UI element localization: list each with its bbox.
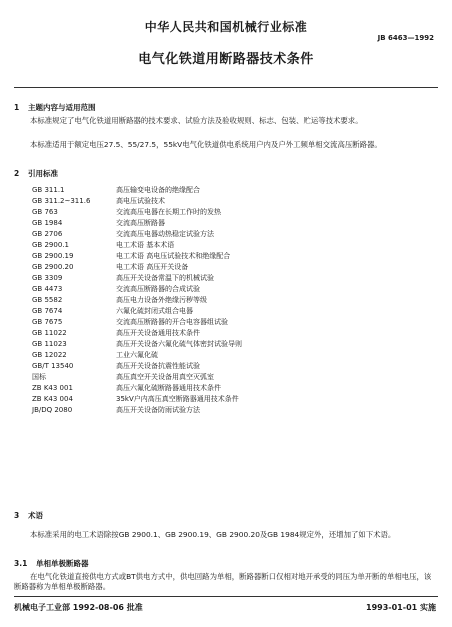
- reference-title: 交流高压断路器的开合电容器组试验: [116, 318, 228, 326]
- reference-code: ZB K43 001: [32, 384, 73, 392]
- reference-code: GB 7674: [32, 307, 63, 315]
- reference-title: 工业六氟化硫: [116, 351, 158, 359]
- reference-code: GB 311.2~311.6: [32, 197, 91, 205]
- reference-title: 高压输变电设备的绝缘配合: [116, 186, 200, 194]
- reference-row: [32, 317, 228, 327]
- section-1-paragraph-1: 本标准规定了电气化铁道用断路器的技术要求、试验方法及验收规则、标志、包装、贮运等技术要求。: [30, 116, 363, 125]
- section-number: 2: [14, 169, 20, 178]
- reference-row: [32, 372, 214, 382]
- reference-row: [32, 383, 221, 393]
- approval-info: 机械电子工业部 1992-08-06 批准: [14, 603, 143, 612]
- reference-code: GB 2706: [32, 230, 63, 238]
- reference-title: 高压开关设备六氟化硫气体密封试验导则: [116, 340, 242, 348]
- reference-row: [32, 229, 214, 239]
- reference-row: [32, 251, 230, 261]
- reference-row: [32, 328, 200, 338]
- reference-code: JB/DQ 2080: [32, 406, 73, 414]
- reference-title: 交流高压断路器的合成试验: [116, 285, 200, 293]
- section-title: 主题内容与适用范围: [28, 103, 96, 112]
- subsection-3-1-paragraph: 在电气化铁道直接供电方式或BT供电方式中，供电回路为单相，断路器断口仅相对地开承受的同压为单开断的单相电压，该断路器称为单相单极断路器。: [14, 572, 432, 591]
- section-1-heading: [14, 102, 96, 113]
- section-number: 1: [14, 103, 20, 112]
- reference-code: GB 4473: [32, 285, 63, 293]
- reference-row: [32, 185, 200, 195]
- reference-code: GB 12022: [32, 351, 67, 359]
- section-2-heading: [14, 168, 58, 179]
- reference-title: 高压开关设备抗震性能试验: [116, 362, 200, 370]
- reference-row: [32, 394, 239, 404]
- reference-title: 电工术语 高电压试验技术和绝缘配合: [116, 252, 231, 260]
- reference-code: GB 11022: [32, 329, 67, 337]
- reference-title: 高压真空开关设备用真空灭弧室: [116, 373, 214, 381]
- effective-date: 1993-01-01 实施: [366, 603, 436, 612]
- reference-code: GB 3309: [32, 274, 63, 282]
- reference-row: [32, 405, 200, 415]
- reference-title: 交流高压电器动热稳定试验方法: [116, 230, 214, 238]
- reference-code: GB 2900.19: [32, 252, 74, 260]
- reference-title: 高压电力设备外绝缘污秽等级: [116, 296, 207, 304]
- reference-row: [32, 218, 165, 228]
- reference-title: 35kV户内高压真空断路器通用技术条件: [116, 395, 239, 403]
- reference-code: 国标: [32, 373, 46, 381]
- reference-row: [32, 306, 193, 316]
- reference-code: GB 763: [32, 208, 58, 216]
- reference-code: GB/T 13540: [32, 362, 74, 370]
- standard-category-title: 中华人民共和国机械行业标准: [144, 20, 308, 34]
- section-number: 3: [14, 511, 20, 520]
- footer-rule: [14, 596, 438, 597]
- reference-code: GB 2900.1: [32, 241, 69, 249]
- reference-title: 高压开关设备通用技术条件: [116, 329, 200, 337]
- reference-title: 高压开关设备常温下的机械试验: [116, 274, 214, 282]
- reference-code: ZB K43 004: [32, 395, 73, 403]
- reference-title: 电工术语 基本术语: [116, 241, 175, 249]
- reference-code: GB 2900.20: [32, 263, 74, 271]
- reference-title: 高压开关设备防雨试验方法: [116, 406, 200, 414]
- section-3-paragraph: 本标准采用的电工术语除按GB 2900.1、GB 2900.19、GB 2900.20及GB 1984规定外，还增加了如下术语。: [30, 530, 396, 539]
- reference-code: GB 7675: [32, 318, 63, 326]
- reference-title: 交流高压断路器: [116, 219, 165, 227]
- reference-title: 高压六氟化硫断路器通用技术条件: [116, 384, 221, 392]
- reference-row: [32, 262, 188, 272]
- header-rule: [14, 87, 438, 88]
- reference-title: 高电压试验技术: [116, 197, 165, 205]
- standard-number: JB 6463—1992: [377, 34, 434, 42]
- document-title: 电气化铁道用断路器技术条件: [138, 52, 314, 67]
- reference-title: 交流高压电器在长期工作时的发热: [116, 208, 221, 216]
- reference-row: [32, 240, 174, 250]
- reference-code: GB 5582: [32, 296, 63, 304]
- reference-code: GB 1984: [32, 219, 63, 227]
- section-3-heading: [14, 510, 43, 521]
- reference-row: [32, 284, 200, 294]
- subsection-title: 单相单极断路器: [36, 559, 89, 568]
- reference-row: [32, 196, 165, 206]
- reference-row: [32, 295, 207, 305]
- reference-row: [32, 361, 200, 371]
- subsection-3-1-heading: [14, 558, 89, 569]
- reference-title: 电工术语 高压开关设备: [116, 263, 189, 271]
- reference-code: GB 311.1: [32, 186, 65, 194]
- reference-row: [32, 339, 242, 349]
- section-title: 术语: [28, 511, 43, 520]
- section-1-paragraph-2: 本标准适用于额定电压27.5、55/27.5，55kV电气化铁道供电系统用户内及户外工频单相交流高压断路器。: [30, 140, 382, 149]
- reference-row: [32, 207, 221, 217]
- subsection-number: 3.1: [14, 559, 28, 568]
- reference-title: 六氟化硫封闭式组合电器: [116, 307, 193, 315]
- reference-row: [32, 273, 214, 283]
- reference-code: GB 11023: [32, 340, 67, 348]
- reference-row: [32, 350, 158, 360]
- section-title: 引用标准: [28, 169, 58, 178]
